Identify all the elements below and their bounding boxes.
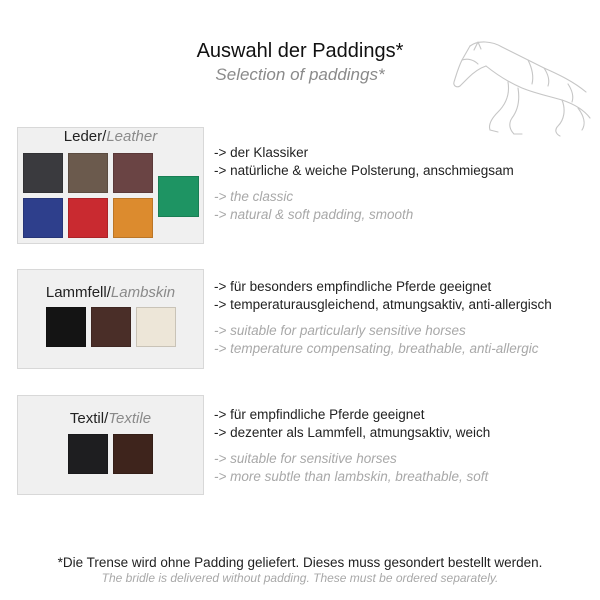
leather-description — [214, 144, 514, 223]
lambskin-desc-en-1: -> suitable for particularly sensitive horses — [214, 323, 466, 338]
leather-swatch-navy[interactable] — [23, 198, 63, 238]
leather-swatch-brown[interactable] — [68, 153, 108, 193]
leather-desc-de-2: -> natürliche & weiche Polsterung, anschmiegsam — [214, 162, 514, 178]
page-subtitle: Selection of paddings* — [215, 65, 385, 84]
textile-desc-de-2: -> dezenter als Lammfell, atmungsaktiv, weich — [214, 424, 491, 440]
leather-desc-de-1: -> der Klassiker — [214, 145, 309, 160]
leather-swatch-orange[interactable] — [113, 198, 153, 238]
lambskin-desc-de-1: -> für besonders empfindliche Pferde geeignet — [214, 279, 492, 294]
textile-title-en: Textile — [108, 410, 152, 427]
lambskin-title-de: Lammfell — [45, 284, 107, 301]
leather-title-en: Leather — [106, 128, 158, 145]
footnote-en: The bridle is delivered without padding. These must be ordered separately. — [101, 571, 499, 585]
leather-swatch-green[interactable] — [158, 176, 199, 217]
horse-sketch-icon — [448, 38, 598, 138]
leather-desc-en-1: -> the classic — [214, 189, 294, 204]
textile-title-de: Textil — [69, 410, 105, 427]
leather-swatch-red[interactable] — [68, 198, 108, 238]
lambskin-swatch-cream[interactable] — [136, 307, 176, 347]
textile-desc-de-1: -> für empfindliche Pferde geeignet — [214, 407, 425, 422]
lambskin-desc-de-2: -> temperaturausgleichend, atmungsaktiv, anti-allergisch — [214, 296, 552, 312]
lambskin-title-en: Lambskin — [110, 284, 176, 301]
lambskin-title: Lammfell/Lambskin — [45, 284, 176, 301]
textile-card — [17, 395, 204, 495]
footnote-de: *Die Trense wird ohne Padding geliefert. Dieses muss gesondert bestellt werden. — [57, 555, 543, 570]
lambskin-card — [17, 269, 204, 369]
page-title: Auswahl der Paddings* — [196, 40, 404, 62]
lambskin-swatch-black[interactable] — [46, 307, 86, 347]
textile-swatch-black[interactable] — [68, 434, 108, 474]
leather-card — [17, 127, 204, 244]
leather-swatch-black[interactable] — [23, 153, 63, 193]
leather-swatch-burgundy[interactable] — [113, 153, 153, 193]
lambskin-desc-en-2: -> temperature compensating, breathable, anti-allergic — [214, 340, 539, 356]
textile-title: Textil/Textile — [69, 410, 152, 427]
textile-description — [214, 406, 490, 485]
textile-desc-en-1: -> suitable for sensitive horses — [214, 451, 397, 466]
textile-swatch-brown[interactable] — [113, 434, 153, 474]
lambskin-swatch-brown[interactable] — [91, 307, 131, 347]
leather-title: Leder/Leather — [63, 128, 158, 145]
leather-desc-en-2: -> natural & soft padding, smooth — [214, 206, 414, 222]
leather-title-de: Leder — [63, 128, 103, 145]
lambskin-description — [214, 278, 552, 357]
textile-desc-en-2: -> more subtle than lambskin, breathable, soft — [214, 468, 489, 484]
